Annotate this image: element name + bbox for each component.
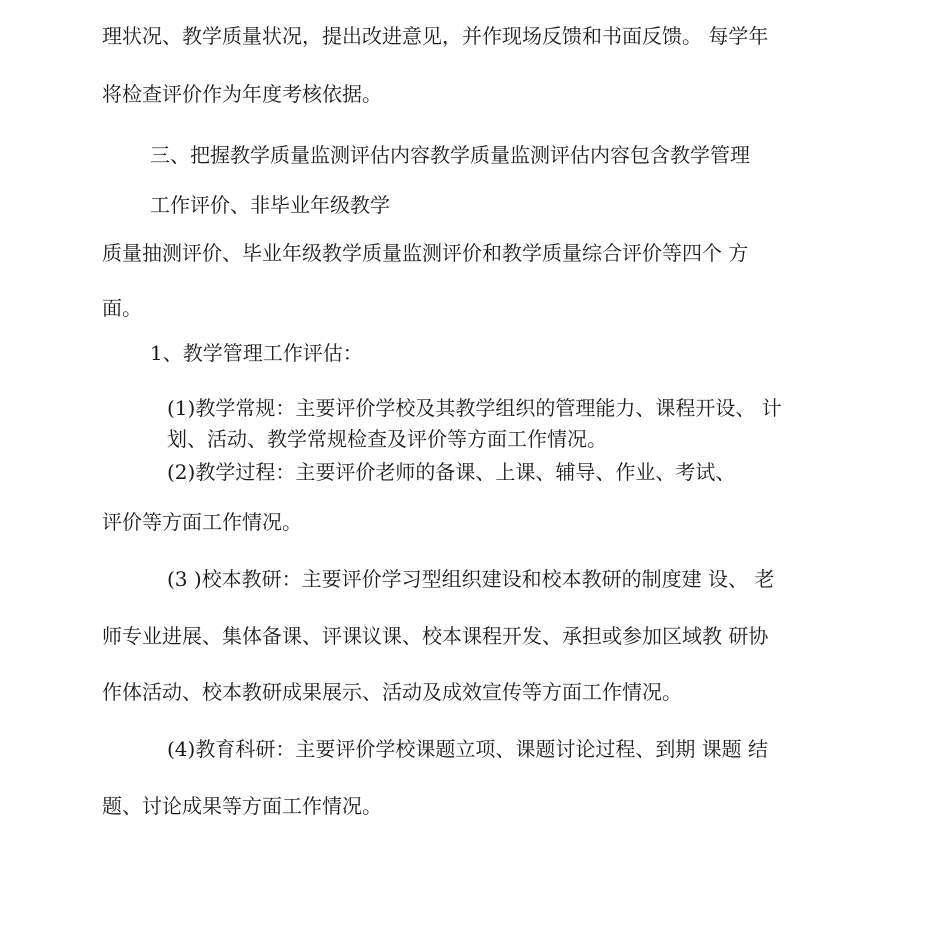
text-line-2: 将检查评价作为年度考核依据。 xyxy=(102,82,382,106)
text-line-5: 质量抽测评价、毕业年级教学质量监测评价和教学质量综合评价等四个 方 xyxy=(102,241,749,265)
text-line-10: (2)教学过程：主要评价老师的备课、上课、辅导、作业、考试、 xyxy=(167,460,736,484)
text-line-11: 评价等方面工作情况。 xyxy=(102,510,302,534)
text-line-13: 师专业进展、集体备课、评课议课、校本课程开发、承担或参加区域教 研协 xyxy=(102,624,769,648)
text-line-6: 面。 xyxy=(102,296,142,320)
section-heading: 三、把握教学质量监测评估内容教学质量监测评估内容包含教学管理 xyxy=(150,143,750,167)
text-line-16: 题、讨论成果等方面工作情况。 xyxy=(102,794,382,818)
text-line-14: 作体活动、校本教研成果展示、活动及成效宣传等方面工作情况。 xyxy=(102,680,682,704)
text-line-1: 理状况、教学质量状况，提出改进意见，并作现场反馈和书面反馈。 每学年 xyxy=(102,24,769,48)
subsection-heading: 1、教学管理工作评估： xyxy=(150,341,363,365)
text-line-15: (4)教育科研：主要评价学校课题立项、课题讨论过程、到期 课题 结 xyxy=(167,737,769,761)
text-line-4: 工作评价、非毕业年级教学 xyxy=(150,193,390,217)
text-line-8: (1)教学常规：主要评价学校及其教学组织的管理能力、课程开设、 计 xyxy=(167,396,782,420)
text-line-9: 划、活动、教学常规检查及评价等方面工作情况。 xyxy=(167,427,607,451)
text-line-12: (3 )校本教研：主要评价学习型组织建设和校本教研的制度建 设、 老 xyxy=(167,567,775,591)
